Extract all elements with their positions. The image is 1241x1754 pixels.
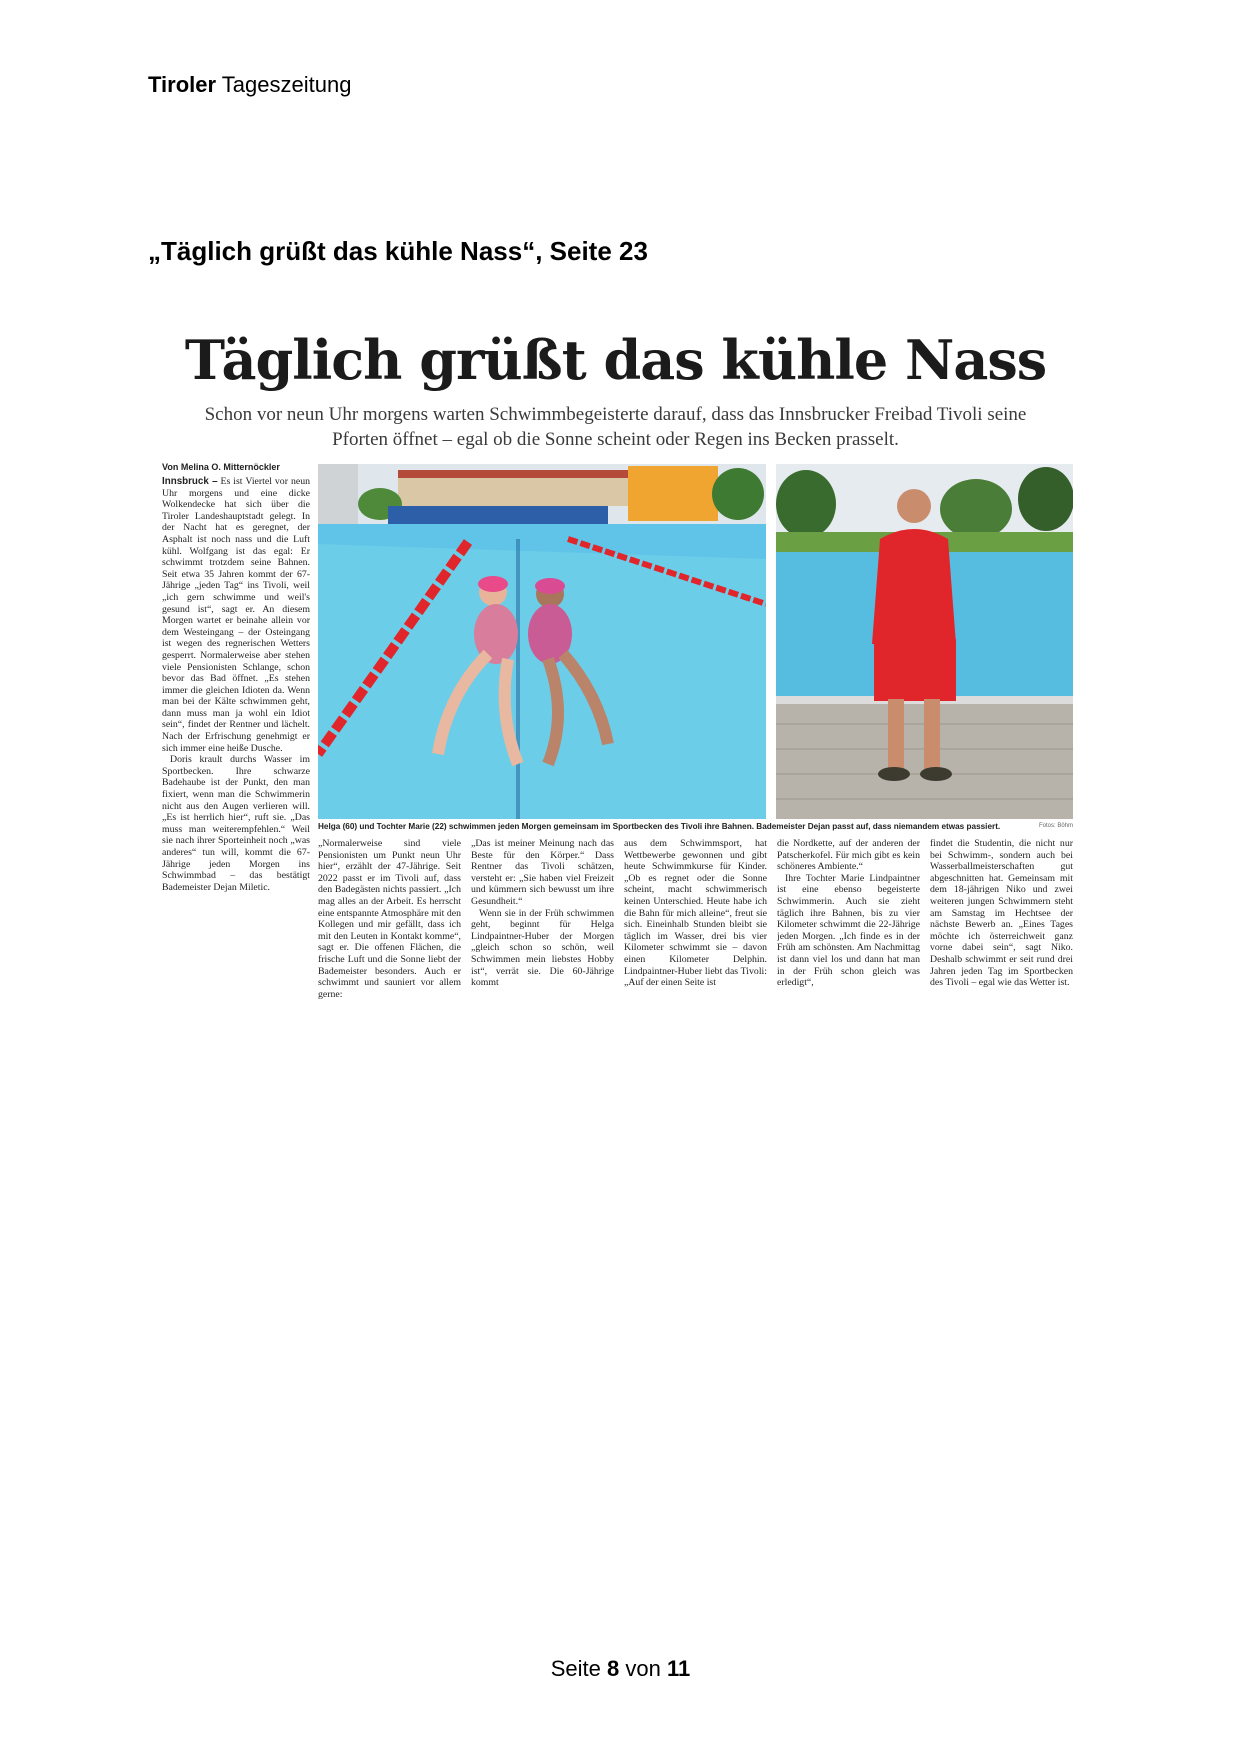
page-current: 8 <box>607 1656 620 1681</box>
article-column-1 <box>162 476 310 1028</box>
column-2-text: „Normalerweise sind viele Pensionisten um Punkt neun Uhr hier“, erzählt der 47-Jährige. Seit 2022 passt er im Tivoli auf, dass den Badegästen nichts passiert. „Ich mag alles an der Arbeit. Es herrscht eine entspannte Atmosphäre mit den Kollegen und mir gefällt, dass ich mit den Leuten in Kontakt komme“, sagt er. Die offenen Flächen, die frische Luft und die Sonne liebt der Bademeister besonders. Auch er schwimmt und sauniert vor allem gerne: <box>318 838 461 1000</box>
photo-swimmers <box>318 464 766 819</box>
photo-caption: Helga (60) und Tochter Marie (22) schwimmen jeden Morgen gemeinsam im Sportbecken des Tivoli ihre Bahnen. Bademeister Dejan passt auf, dass niemandem etwas passiert. <box>318 822 1001 831</box>
article-byline: Von Melina O. Mitternöckler <box>162 462 280 472</box>
lifeguard-illustration <box>776 464 1073 819</box>
swimmers-illustration <box>318 464 766 819</box>
article-column-3 <box>471 838 614 1035</box>
masthead-bold: Tiroler <box>148 72 217 97</box>
photo-lifeguard <box>776 464 1073 819</box>
column-6-text: findet die Studentin, die nicht nur bei Schwimm-, sondern auch bei Wasserballmeisterschaften gut abgeschnitten hat. Gemeinsam mit dem 18-jährigen Niko und zwei weiteren jungen Schwimmern steht am Samstag im Hechtsee der nächste Bewerb an. „Eines Tages möchte ich österreichweit ganz vorne dabei sein“, sagt Niko. Deshalb schwimmt er seit rund drei Jahren jeden Tag im Sportbecken des Tivoli – egal wie das Wetter ist. <box>930 838 1073 989</box>
column-3-text: „Das ist meiner Meinung nach das Beste für den Körper.“ Dass Rentner das Tivoli schätzen, versteht er: „Sie haben viel Freizeit und kümmern sich bewusst um ihre Gesundheit.“ <box>471 838 614 907</box>
page-total: 11 <box>667 1656 691 1681</box>
photo-credit: Fotos: Böhm <box>1038 823 1073 829</box>
article-subhead: Schon vor neun Uhr morgens warten Schwimmbegeisterte darauf, dass das Innsbrucker Freibad Tivoli seine Pforten öffnet – egal ob die Sonne scheint oder Regen ins Becken prasselt. <box>204 404 1027 450</box>
page-number <box>0 1656 1241 1682</box>
newspaper-clipping <box>158 320 1073 1035</box>
column-4-text: aus dem Schwimmsport, hat Wettbewerbe gewonnen und gibt heute Schwimmkurse für Kinder. „Ob es regnet oder die Sonne scheint, macht schwimmerisch keinen Unterschied. Heute habe ich die Bahn für mich alleine“, freut sie sich. Eineinhalb Stunden bleibt sie täglich im Wasser, drei bis vier Kilometer schwimmt sie – davon einen Kilometer Delphin. Lindpaintner-Huber liebt das Tivoli: „Auf der einen Seite ist <box>624 838 767 989</box>
column-5-text: die Nordkette, auf der anderen der Patscherkofel. Für mich gibt es kein schöneres Ambiente.“ <box>777 838 920 873</box>
column-1b-text: Doris krault durchs Wasser im Sportbecken. Ihre schwarze Badehaube ist der Punkt, den man fixiert, wenn man die Schwimmerin nicht aus den Augen verlieren will. „Es ist herrlich hier“, ruft sie. „Das muss man weiterempfehlen.“ Weil sie nach ihrer Sporteinheit noch „was anderes“ tun will, kommt die 67-Jährige jeden Morgen ins Schwimmbad – das bestätigt Bademeister Dejan Miletic. <box>162 754 310 893</box>
lead-location: Innsbruck – <box>162 476 218 487</box>
newspaper-masthead <box>148 72 351 98</box>
column-1-text: Es ist Viertel vor neun Uhr morgens und eine dicke Wolkendecke hat sich über die Tiroler Landeshauptstadt gelegt. In der Nacht hat es geregnet, der Asphalt ist noch nass und die Luft kühl. Wolfgang ist das egal: Er schwimmt trotzdem seine Bahnen. Seit etwa 35 Jahren kommt der 67-Jährige „jeden Tag“ ins Tivoli, weil „ich gern schwimme und weil's gesund ist“, sagt er. An diesem Morgen wartet er beinahe allein vor dem Westeingang – der Osteingang ist wegen des regnerischen Wetters gesperrt. Normalerweise aber stehen viele Pensionisten Schlange, schon bevor das Bad öffnet. „Es stehen immer die gleichen Idioten da. Wenn man bei der Kälte schwimmen geht, dann muss man ja wohl ein Idiot sein“, findet der Rentner und lächelt. Nach der Erfrischung genehmigt er sich immer eine heiße Dusche. <box>162 476 310 754</box>
article-headline: Täglich grüßt das kühle Nass <box>184 328 1047 392</box>
masthead-regular: Tageszeitung <box>221 72 352 97</box>
article-column-4 <box>624 838 767 1035</box>
article-reference-title: „Täglich grüßt das kühle Nass“, Seite 23 <box>148 236 648 266</box>
article-column-5 <box>777 838 920 1035</box>
page-prefix: Seite <box>550 1656 601 1681</box>
column-5b-text: Ihre Tochter Marie Lindpaintner ist eine ebenso begeisterte Schwimmerin. Auch sie zieht täglich ihre Bahnen, bis zu vier Kilometer schwimmt die 22-Jährige jeden Morgen. „Ich finde es in der Früh am schönsten. Am Nachmittag ist dann viel los und dann hat man in der Früh schon gleich was erledigt“, <box>777 872 920 989</box>
article-column-6 <box>930 838 1073 1035</box>
page-middle: von <box>625 1656 661 1681</box>
column-3b-text: Wenn sie in der Früh schwimmen geht, beginnt für Helga Lindpaintner-Huber der Morgen „gleich schon so schön, weil Schwimmen mein liebstes Hobby ist“, verrät sie. Die 60-Jährige kommt <box>471 907 614 989</box>
article-column-2 <box>318 838 461 1035</box>
